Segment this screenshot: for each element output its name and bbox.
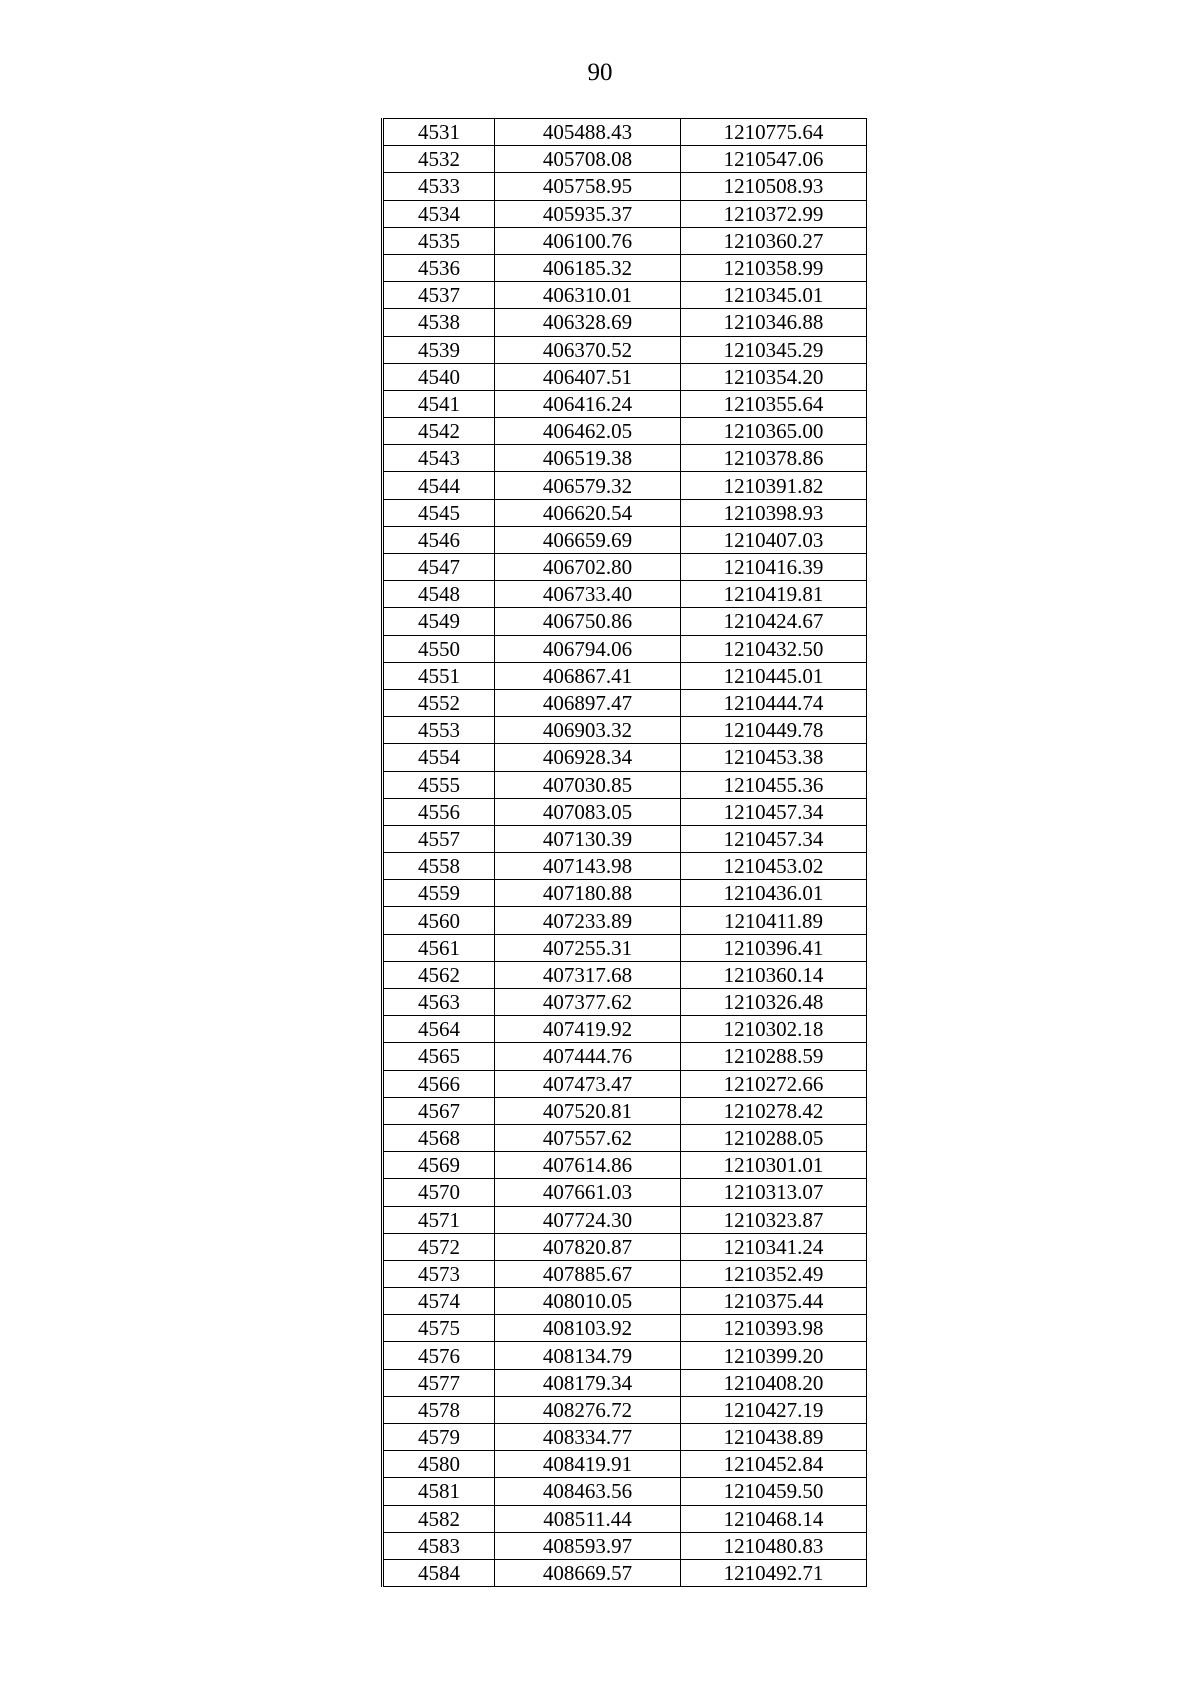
y-coordinate-cell: 1210272.66 — [681, 1070, 867, 1097]
y-coordinate-cell: 1210360.14 — [681, 961, 867, 988]
table-row — [383, 1451, 867, 1478]
table-row — [383, 989, 867, 1016]
y-coordinate-cell: 1210508.93 — [681, 173, 867, 200]
y-coordinate-cell: 1210358.99 — [681, 254, 867, 281]
x-coordinate-cell: 406416.24 — [495, 390, 681, 417]
table-row — [383, 1070, 867, 1097]
y-coordinate-cell: 1210445.01 — [681, 662, 867, 689]
point-number-cell: 4542 — [383, 418, 495, 445]
point-number-cell: 4536 — [383, 254, 495, 281]
y-coordinate-cell: 1210391.82 — [681, 472, 867, 499]
table-row — [383, 662, 867, 689]
x-coordinate-cell: 407030.85 — [495, 771, 681, 798]
x-coordinate-cell: 406702.80 — [495, 554, 681, 581]
y-coordinate-cell: 1210372.99 — [681, 200, 867, 227]
point-number-cell: 4545 — [383, 499, 495, 526]
y-coordinate-cell: 1210399.20 — [681, 1342, 867, 1369]
table-row — [383, 689, 867, 716]
x-coordinate-cell: 407419.92 — [495, 1016, 681, 1043]
point-number-cell: 4582 — [383, 1505, 495, 1532]
table-row — [383, 1016, 867, 1043]
y-coordinate-cell: 1210345.01 — [681, 282, 867, 309]
y-coordinate-cell: 1210452.84 — [681, 1451, 867, 1478]
point-number-cell: 4557 — [383, 825, 495, 852]
x-coordinate-cell: 408010.05 — [495, 1288, 681, 1315]
point-number-cell: 4569 — [383, 1152, 495, 1179]
x-coordinate-cell: 406519.38 — [495, 445, 681, 472]
x-coordinate-cell: 407557.62 — [495, 1124, 681, 1151]
table-row — [383, 119, 867, 146]
y-coordinate-cell: 1210378.86 — [681, 445, 867, 472]
point-number-cell: 4559 — [383, 880, 495, 907]
x-coordinate-cell: 407614.86 — [495, 1152, 681, 1179]
x-coordinate-cell: 406659.69 — [495, 526, 681, 553]
y-coordinate-cell: 1210345.29 — [681, 336, 867, 363]
y-coordinate-cell: 1210492.71 — [681, 1559, 867, 1586]
y-coordinate-cell: 1210302.18 — [681, 1016, 867, 1043]
x-coordinate-cell: 408103.92 — [495, 1315, 681, 1342]
table-row — [383, 336, 867, 363]
y-coordinate-cell: 1210355.64 — [681, 390, 867, 417]
table-row — [383, 907, 867, 934]
x-coordinate-cell: 408419.91 — [495, 1451, 681, 1478]
x-coordinate-cell: 407083.05 — [495, 798, 681, 825]
x-coordinate-cell: 406370.52 — [495, 336, 681, 363]
x-coordinate-cell: 408463.56 — [495, 1478, 681, 1505]
x-coordinate-cell: 407661.03 — [495, 1179, 681, 1206]
point-number-cell: 4551 — [383, 662, 495, 689]
point-number-cell: 4565 — [383, 1043, 495, 1070]
y-coordinate-cell: 1210419.81 — [681, 581, 867, 608]
table-row — [383, 1179, 867, 1206]
point-number-cell: 4574 — [383, 1288, 495, 1315]
x-coordinate-cell: 406310.01 — [495, 282, 681, 309]
y-coordinate-cell: 1210457.34 — [681, 825, 867, 852]
point-number-cell: 4575 — [383, 1315, 495, 1342]
x-coordinate-cell: 406794.06 — [495, 635, 681, 662]
x-coordinate-cell: 406867.41 — [495, 662, 681, 689]
y-coordinate-cell: 1210457.34 — [681, 798, 867, 825]
x-coordinate-cell: 406462.05 — [495, 418, 681, 445]
table-row — [383, 825, 867, 852]
point-number-cell: 4549 — [383, 608, 495, 635]
point-number-cell: 4572 — [383, 1233, 495, 1260]
x-coordinate-cell: 406407.51 — [495, 363, 681, 390]
table-row — [383, 1152, 867, 1179]
point-number-cell: 4566 — [383, 1070, 495, 1097]
point-number-cell: 4535 — [383, 227, 495, 254]
x-coordinate-cell: 405758.95 — [495, 173, 681, 200]
point-number-cell: 4563 — [383, 989, 495, 1016]
point-number-cell: 4531 — [383, 119, 495, 146]
table-row — [383, 1043, 867, 1070]
x-coordinate-cell: 406579.32 — [495, 472, 681, 499]
table-row — [383, 200, 867, 227]
point-number-cell: 4541 — [383, 390, 495, 417]
table-row — [383, 880, 867, 907]
table-row — [383, 1206, 867, 1233]
table-row — [383, 554, 867, 581]
table-row — [383, 744, 867, 771]
y-coordinate-cell: 1210459.50 — [681, 1478, 867, 1505]
y-coordinate-cell: 1210354.20 — [681, 363, 867, 390]
point-number-cell: 4567 — [383, 1097, 495, 1124]
y-coordinate-cell: 1210449.78 — [681, 717, 867, 744]
table-row — [383, 581, 867, 608]
table-row — [383, 309, 867, 336]
y-coordinate-cell: 1210278.42 — [681, 1097, 867, 1124]
point-number-cell: 4576 — [383, 1342, 495, 1369]
y-coordinate-cell: 1210365.00 — [681, 418, 867, 445]
table-row — [383, 526, 867, 553]
y-coordinate-cell: 1210346.88 — [681, 309, 867, 336]
y-coordinate-cell: 1210326.48 — [681, 989, 867, 1016]
table-row — [383, 282, 867, 309]
point-number-cell: 4539 — [383, 336, 495, 363]
x-coordinate-cell: 407233.89 — [495, 907, 681, 934]
x-coordinate-cell: 406897.47 — [495, 689, 681, 716]
point-number-cell: 4556 — [383, 798, 495, 825]
y-coordinate-cell: 1210341.24 — [681, 1233, 867, 1260]
y-coordinate-cell: 1210453.38 — [681, 744, 867, 771]
x-coordinate-cell: 408511.44 — [495, 1505, 681, 1532]
y-coordinate-cell: 1210407.03 — [681, 526, 867, 553]
table-row — [383, 1315, 867, 1342]
table-row — [383, 1396, 867, 1423]
y-coordinate-cell: 1210432.50 — [681, 635, 867, 662]
point-number-cell: 4571 — [383, 1206, 495, 1233]
x-coordinate-cell: 405488.43 — [495, 119, 681, 146]
x-coordinate-cell: 406620.54 — [495, 499, 681, 526]
point-number-cell: 4554 — [383, 744, 495, 771]
y-coordinate-cell: 1210416.39 — [681, 554, 867, 581]
y-coordinate-cell: 1210288.05 — [681, 1124, 867, 1151]
x-coordinate-cell: 407377.62 — [495, 989, 681, 1016]
table-row — [383, 254, 867, 281]
table-row — [383, 499, 867, 526]
y-coordinate-cell: 1210424.67 — [681, 608, 867, 635]
table-row — [383, 798, 867, 825]
y-coordinate-cell: 1210360.27 — [681, 227, 867, 254]
table-row — [383, 227, 867, 254]
x-coordinate-cell: 407473.47 — [495, 1070, 681, 1097]
table-row — [383, 445, 867, 472]
point-number-cell: 4544 — [383, 472, 495, 499]
point-number-cell: 4558 — [383, 853, 495, 880]
point-number-cell: 4543 — [383, 445, 495, 472]
y-coordinate-cell: 1210375.44 — [681, 1288, 867, 1315]
x-coordinate-cell: 408179.34 — [495, 1369, 681, 1396]
x-coordinate-cell: 406733.40 — [495, 581, 681, 608]
point-number-cell: 4550 — [383, 635, 495, 662]
x-coordinate-cell: 407130.39 — [495, 825, 681, 852]
x-coordinate-cell: 408276.72 — [495, 1396, 681, 1423]
y-coordinate-cell: 1210453.02 — [681, 853, 867, 880]
y-coordinate-cell: 1210411.89 — [681, 907, 867, 934]
table-row — [383, 961, 867, 988]
point-number-cell: 4583 — [383, 1532, 495, 1559]
y-coordinate-cell: 1210393.98 — [681, 1315, 867, 1342]
y-coordinate-cell: 1210775.64 — [681, 119, 867, 146]
page-number: 90 — [587, 59, 613, 86]
point-number-cell: 4532 — [383, 146, 495, 173]
point-number-cell: 4540 — [383, 363, 495, 390]
x-coordinate-cell: 407885.67 — [495, 1260, 681, 1287]
y-coordinate-cell: 1210408.20 — [681, 1369, 867, 1396]
table-row — [383, 1478, 867, 1505]
table-row — [383, 173, 867, 200]
y-coordinate-cell: 1210352.49 — [681, 1260, 867, 1287]
x-coordinate-cell: 406750.86 — [495, 608, 681, 635]
table-row — [383, 1369, 867, 1396]
point-number-cell: 4580 — [383, 1451, 495, 1478]
table-row — [383, 418, 867, 445]
table-row — [383, 608, 867, 635]
x-coordinate-cell: 408334.77 — [495, 1424, 681, 1451]
point-number-cell: 4546 — [383, 526, 495, 553]
y-coordinate-cell: 1210547.06 — [681, 146, 867, 173]
point-number-cell: 4570 — [383, 1179, 495, 1206]
point-number-cell: 4555 — [383, 771, 495, 798]
table-row — [383, 363, 867, 390]
point-number-cell: 4552 — [383, 689, 495, 716]
table-row — [383, 771, 867, 798]
point-number-cell: 4568 — [383, 1124, 495, 1151]
y-coordinate-cell: 1210301.01 — [681, 1152, 867, 1179]
table-row — [383, 635, 867, 662]
x-coordinate-cell: 405708.08 — [495, 146, 681, 173]
x-coordinate-cell: 406100.76 — [495, 227, 681, 254]
x-coordinate-cell: 406928.34 — [495, 744, 681, 771]
x-coordinate-cell: 407724.30 — [495, 1206, 681, 1233]
table-row — [383, 1532, 867, 1559]
point-number-cell: 4547 — [383, 554, 495, 581]
table-row — [383, 1233, 867, 1260]
table-row — [383, 390, 867, 417]
x-coordinate-cell: 408669.57 — [495, 1559, 681, 1586]
y-coordinate-cell: 1210480.83 — [681, 1532, 867, 1559]
x-coordinate-cell: 406903.32 — [495, 717, 681, 744]
x-coordinate-cell: 407180.88 — [495, 880, 681, 907]
table-row — [383, 1288, 867, 1315]
x-coordinate-cell: 407820.87 — [495, 1233, 681, 1260]
y-coordinate-cell: 1210438.89 — [681, 1424, 867, 1451]
table-row — [383, 1559, 867, 1586]
point-number-cell: 4560 — [383, 907, 495, 934]
table-row — [383, 1097, 867, 1124]
y-coordinate-cell: 1210323.87 — [681, 1206, 867, 1233]
point-number-cell: 4538 — [383, 309, 495, 336]
point-number-cell: 4584 — [383, 1559, 495, 1586]
point-number-cell: 4534 — [383, 200, 495, 227]
x-coordinate-cell: 407444.76 — [495, 1043, 681, 1070]
table-row — [383, 934, 867, 961]
point-number-cell: 4561 — [383, 934, 495, 961]
y-coordinate-cell: 1210396.41 — [681, 934, 867, 961]
table-row — [383, 1342, 867, 1369]
x-coordinate-cell: 406328.69 — [495, 309, 681, 336]
x-coordinate-cell: 407255.31 — [495, 934, 681, 961]
y-coordinate-cell: 1210436.01 — [681, 880, 867, 907]
point-number-cell: 4577 — [383, 1369, 495, 1396]
y-coordinate-cell: 1210288.59 — [681, 1043, 867, 1070]
point-number-cell: 4533 — [383, 173, 495, 200]
x-coordinate-cell: 406185.32 — [495, 254, 681, 281]
table-row — [383, 1424, 867, 1451]
y-coordinate-cell: 1210427.19 — [681, 1396, 867, 1423]
table-row — [383, 1505, 867, 1532]
point-number-cell: 4579 — [383, 1424, 495, 1451]
point-number-cell: 4564 — [383, 1016, 495, 1043]
point-number-cell: 4562 — [383, 961, 495, 988]
point-number-cell: 4581 — [383, 1478, 495, 1505]
table-row — [383, 1260, 867, 1287]
table-row — [383, 146, 867, 173]
y-coordinate-cell: 1210398.93 — [681, 499, 867, 526]
table-row — [383, 853, 867, 880]
y-coordinate-cell: 1210468.14 — [681, 1505, 867, 1532]
point-number-cell: 4578 — [383, 1396, 495, 1423]
table-row — [383, 717, 867, 744]
x-coordinate-cell: 407143.98 — [495, 853, 681, 880]
point-number-cell: 4537 — [383, 282, 495, 309]
y-coordinate-cell: 1210444.74 — [681, 689, 867, 716]
x-coordinate-cell: 405935.37 — [495, 200, 681, 227]
coordinates-table — [381, 118, 867, 1587]
point-number-cell: 4573 — [383, 1260, 495, 1287]
table-row — [383, 472, 867, 499]
coordinates-table-body — [383, 119, 867, 1587]
y-coordinate-cell: 1210313.07 — [681, 1179, 867, 1206]
point-number-cell: 4553 — [383, 717, 495, 744]
y-coordinate-cell: 1210455.36 — [681, 771, 867, 798]
x-coordinate-cell: 407520.81 — [495, 1097, 681, 1124]
table-row — [383, 1124, 867, 1151]
point-number-cell: 4548 — [383, 581, 495, 608]
x-coordinate-cell: 408134.79 — [495, 1342, 681, 1369]
x-coordinate-cell: 407317.68 — [495, 961, 681, 988]
x-coordinate-cell: 408593.97 — [495, 1532, 681, 1559]
